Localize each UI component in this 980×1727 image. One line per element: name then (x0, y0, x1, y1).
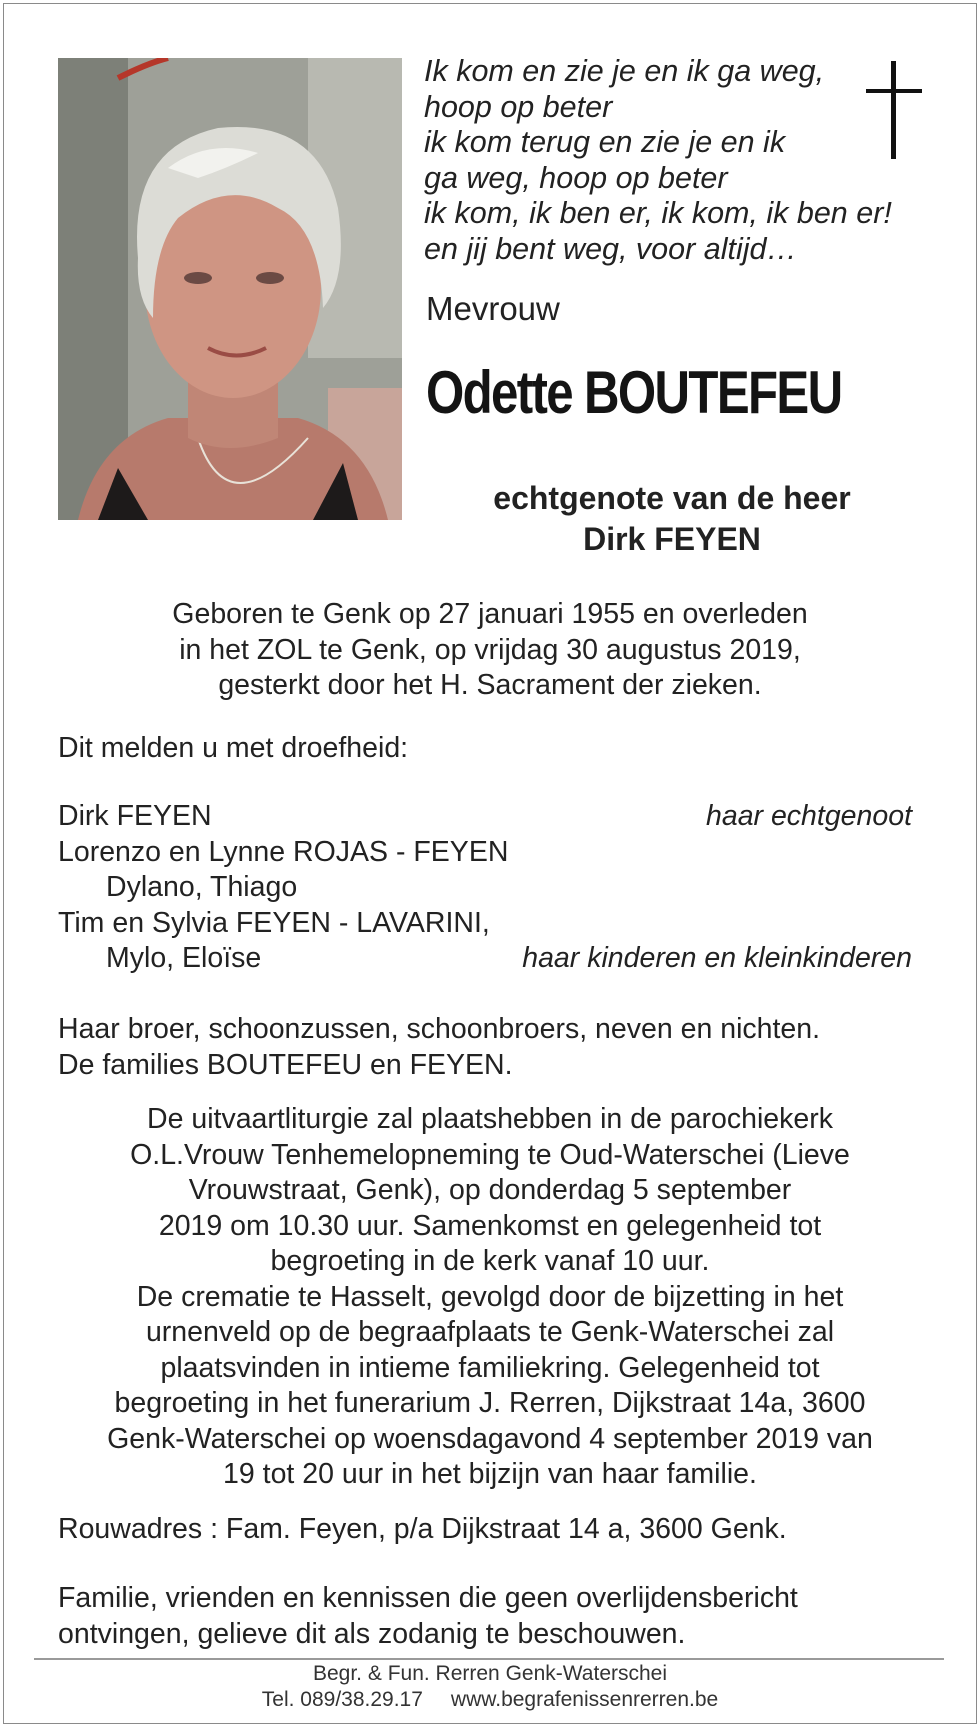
birth-line: in het ZOL te Genk, op vrijdag 30 augustus 2019, (179, 633, 801, 666)
relatives-text (58, 1012, 820, 1083)
family-row (58, 906, 912, 942)
ceremony-line: 19 tot 20 uur in het bijzijn van haar familie. (223, 1458, 757, 1490)
ceremony-line: O.L.Vrouw Tenhemelopneming te Oud-Waterschei (Lieve (130, 1138, 850, 1171)
deceased-name: Odette BOUTEFEU (426, 359, 842, 426)
funeral-company: Begr. & Fun. Rerren Genk-Waterschei (312, 1662, 668, 1685)
spouse-name: Dirk FEYEN (583, 521, 761, 557)
poem-line: hoop op beter (424, 89, 613, 124)
mourning-address: Rouwadres : Fam. Feyen, p/a Dijkstraat 14 a, 3600 Genk. (58, 1513, 787, 1545)
family-relation: haar echtgenoot (706, 800, 912, 832)
ceremony-line: begroeting in de kerk vanaf 10 uur. (270, 1245, 710, 1277)
portrait-photo (58, 58, 402, 520)
ceremony-line: De crematie te Hasselt, gevolgd door de bijzetting in het (136, 1280, 844, 1313)
poem-line: en jij bent weg, voor altijd… (424, 231, 797, 266)
relatives-line: Haar broer, schoonzussen, schoonbroers, neven en nichten. (58, 1013, 821, 1045)
ceremony-line: urnenveld op de begraafplaats te Genk-Waterschei zal (145, 1316, 835, 1348)
notice-text (58, 1581, 798, 1652)
family-member: Dylano, Thiago (106, 871, 298, 903)
family-row (58, 870, 912, 906)
footer-divider (34, 1658, 944, 1660)
spouse-block (402, 478, 942, 560)
family-member: Lorenzo en Lynne ROJAS - FEYEN (58, 835, 509, 868)
poem-line: ga weg, hoop op beter (424, 160, 728, 195)
announcement: Dit melden u met droefheid: (58, 732, 409, 764)
ceremony-line: Genk-Waterschei op woensdagavond 4 september 2019 van (107, 1422, 873, 1455)
family-member: Mylo, Eloïse (106, 942, 262, 974)
spouse-line: echtgenote van de heer (493, 480, 851, 516)
family-member: Dirk FEYEN (58, 800, 212, 832)
footer-phone: Tel. 089/38.29.17 (261, 1688, 423, 1711)
ceremony-line: 2019 om 10.30 uur. Samenkomst en gelegenheid tot (158, 1209, 822, 1242)
notice-line: Familie, vrienden en kennissen die geen overlijdensbericht (58, 1582, 798, 1614)
ceremony-line: De uitvaartliturgie zal plaatshebben in de parochiekerk (147, 1103, 833, 1135)
birth-death-text (40, 597, 940, 704)
family-member: Tim en Sylvia FEYEN - LAVARINI, (58, 906, 490, 939)
salutation: Mevrouw (426, 290, 560, 327)
footer-website[interactable]: www.begrafenissenrerren.be (450, 1688, 719, 1711)
ceremony-line: begroeting in het funerarium J. Rerren, Dijkstraat 14a, 3600 (114, 1387, 866, 1419)
ceremony-line: Vrouwstraat, Genk), op donderdag 5 september (188, 1174, 792, 1206)
cross-icon (866, 61, 922, 164)
family-list (58, 799, 912, 977)
poem-line: Ik kom en zie je en ik ga weg, (424, 54, 825, 88)
footer (0, 1661, 980, 1713)
birth-line: Geboren te Genk op 27 januari 1955 en overleden (172, 598, 808, 630)
family-relation: haar kinderen en kleinkinderen (522, 942, 912, 974)
relatives-line: De families BOUTEFEU en FEYEN. (58, 1048, 513, 1081)
poem (424, 54, 892, 267)
birth-line: gesterkt door het H. Sacrament der zieken. (218, 669, 762, 701)
poem-line: ik kom, ik ben er, ik kom, ik ben er! (424, 196, 892, 230)
notice-line: ontvingen, gelieve dit als zodanig te beschouwen. (58, 1617, 686, 1650)
ceremony-line: plaatsvinden in intieme familiekring. Gelegenheid tot (160, 1351, 820, 1384)
poem-line: ik kom terug en zie je en ik (424, 125, 786, 159)
ceremony-text (40, 1102, 940, 1493)
family-row (58, 835, 912, 871)
family-row (58, 799, 912, 835)
family-row (58, 941, 912, 977)
